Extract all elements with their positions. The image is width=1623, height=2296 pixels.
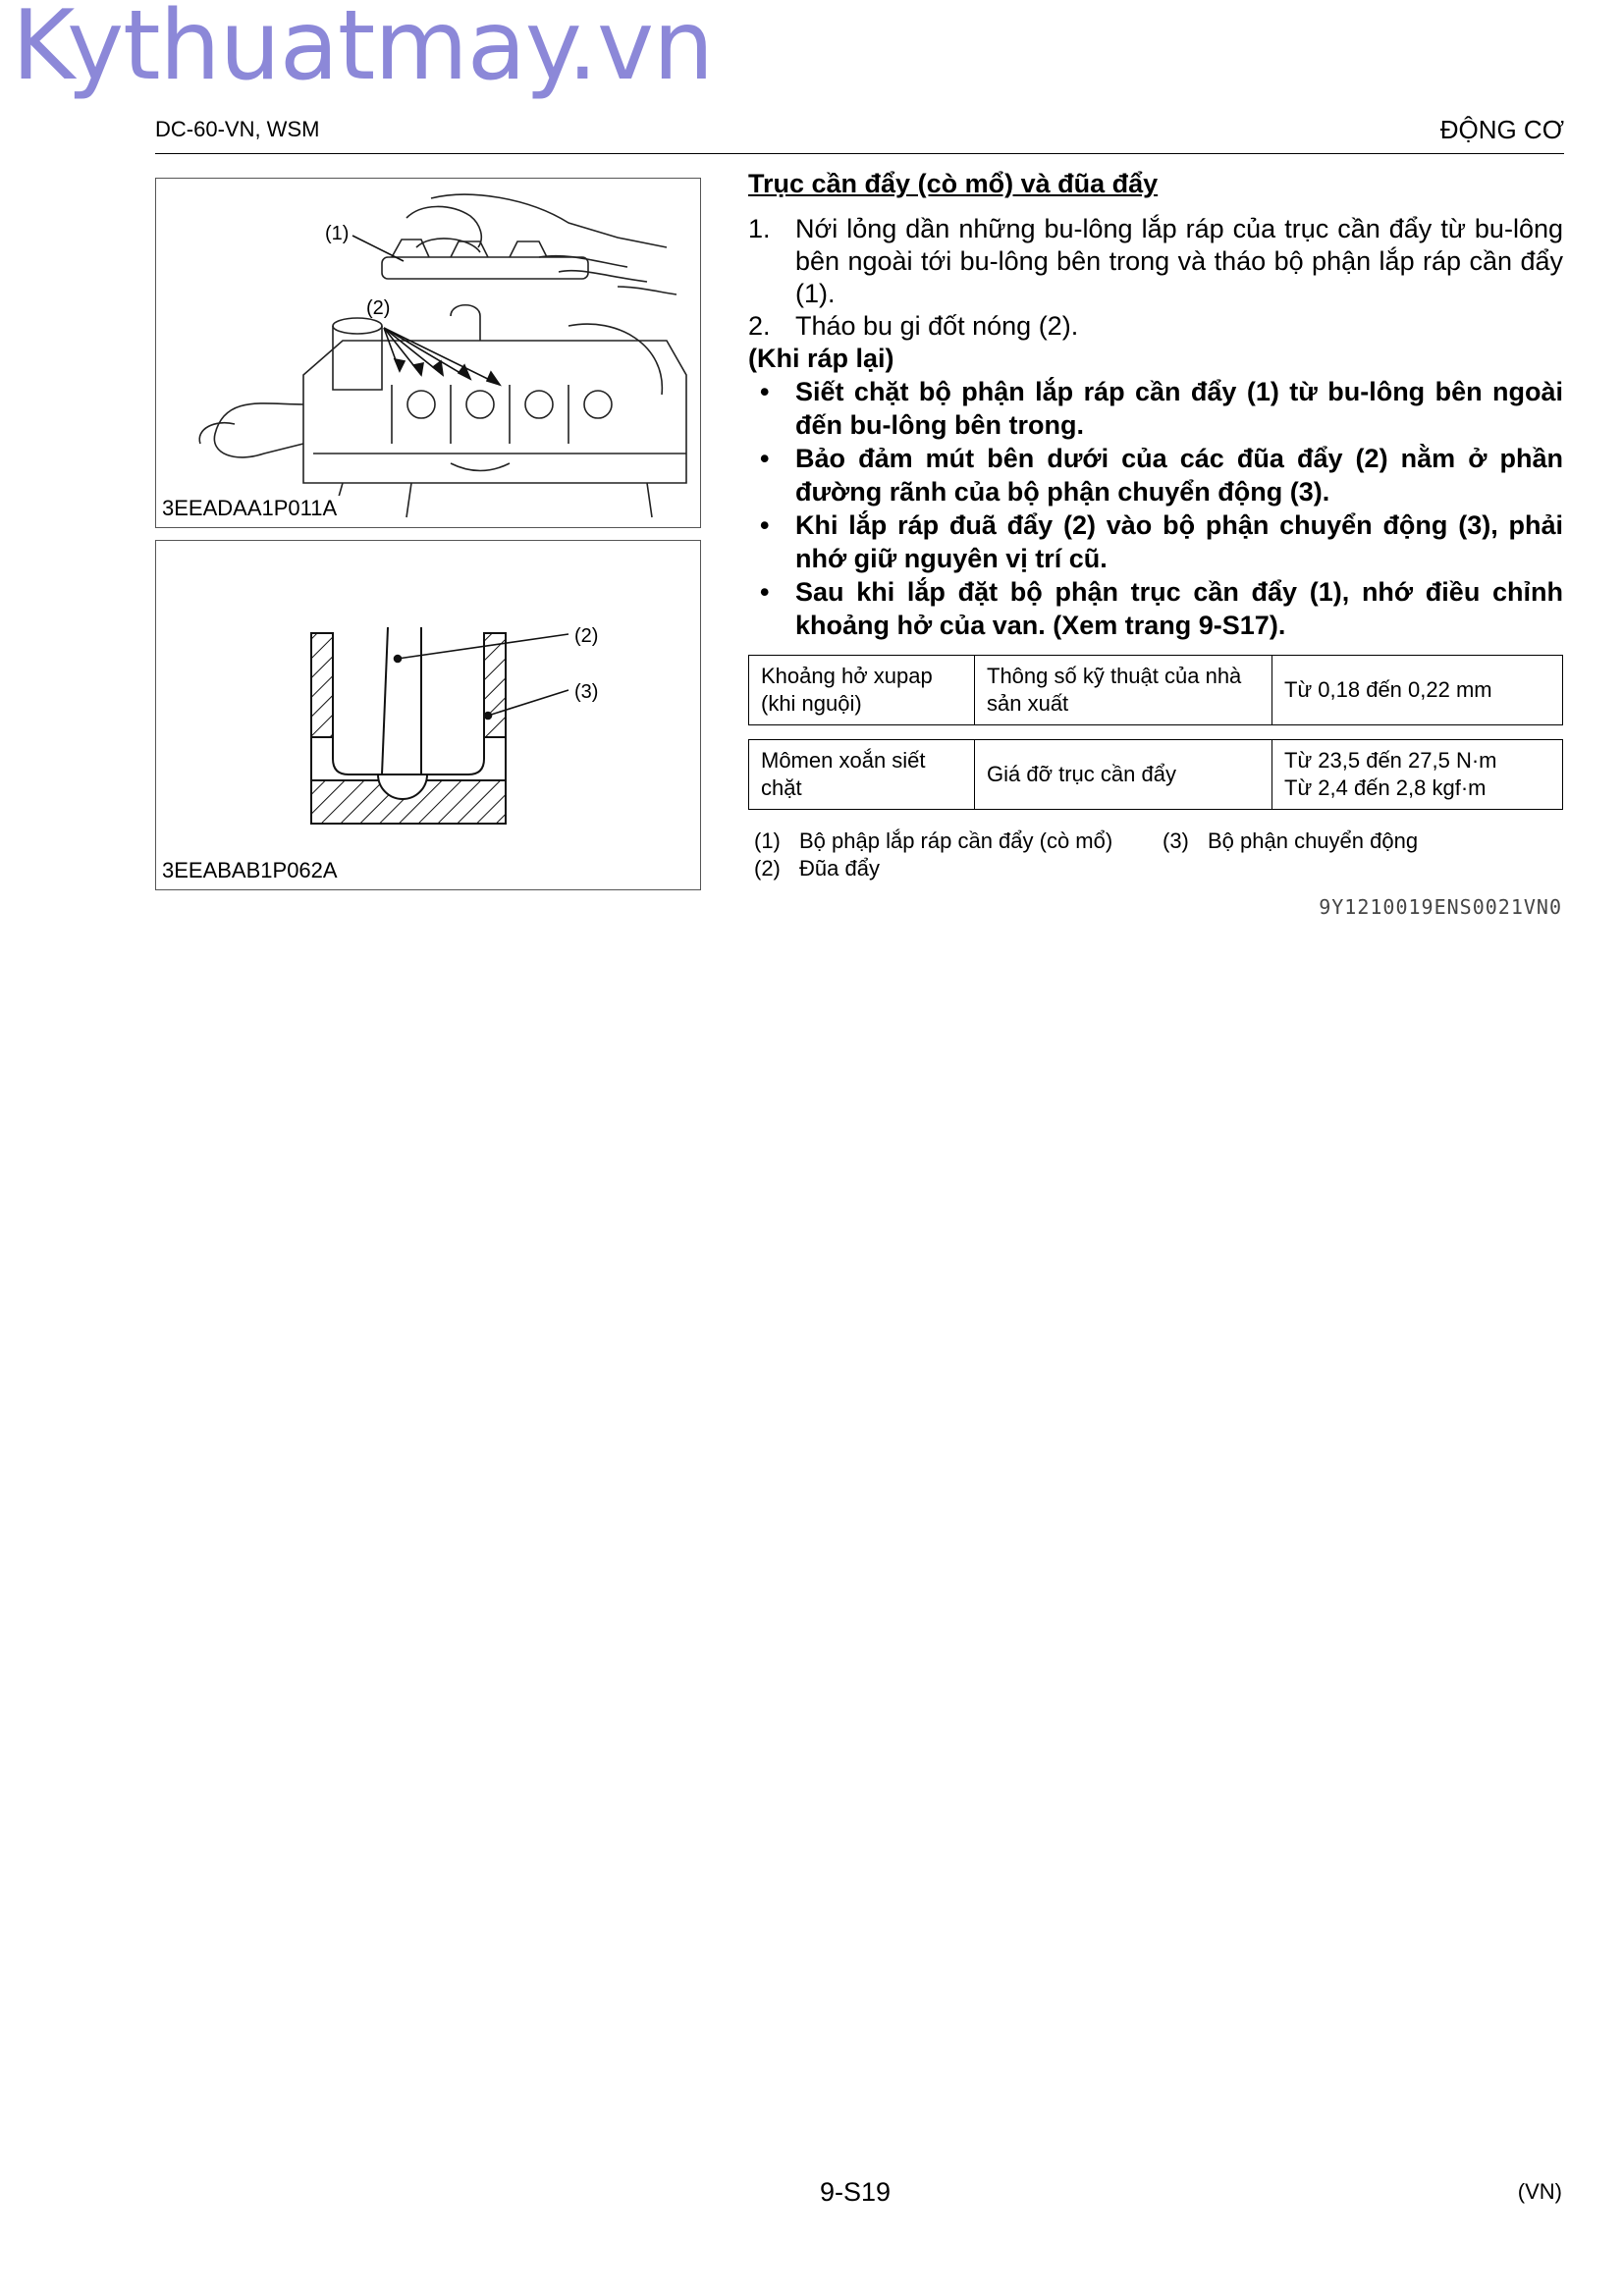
language-tag: (VN) [1517,2179,1562,2204]
step-number: 1. [748,214,771,243]
table-row [749,740,1563,810]
parts-legend [754,828,1418,882]
section-title: Trục cần đẩy (cò mổ) và đũa đẩy [748,169,1159,198]
push-rod-diagram [156,541,700,889]
note-text: Sau khi lắp đặt bộ phận trục cần đẩy (1), nhớ điều chỉnh khoảng hở của van. (Xem trang 9-S17). [795,577,1563,640]
torque-value [1272,740,1563,810]
legend-number: (1) [754,828,781,853]
document-code: DC-60-VN, WSM [155,117,320,141]
note-text: Bảo đảm mút bên dưới của các đũa đẩy (2) nằm ở phần đường rãnh của bộ phận chuyển động (3). [795,444,1563,507]
figure-push-rod-tappet [155,540,701,890]
figure-code: 3EEABAB1P062A [162,858,342,883]
reassembly-notes [748,375,1563,642]
spec-type: Thông số kỹ thuật của nhà sản xuất [975,656,1272,725]
page-number: 9-S19 [820,2177,892,2207]
legend-label: Bộ phập lắp ráp cần đẩy (cò mổ) [799,828,1113,853]
figure-code: 3EEADAA1P011A [162,496,341,521]
legend-number: (2) [754,856,781,881]
step-text: Nới lỏng dần những bu-lông lắp ráp của trục cần đẩy từ bu-lông bên ngoài tới bu-lông bên trong và tháo bộ phận lắp ráp cần đẩy (1). [795,214,1563,308]
torque-item: Mômen xoắn siết chặt [749,740,975,810]
table-row [749,656,1563,725]
note-text: Khi lắp ráp đuã đẩy (2) vào bộ phận chuyển động (3), phải nhớ giữ nguyên vị trí cũ. [795,510,1563,573]
torque-table [748,739,1563,810]
watermark-logo: Kythuatmay.vn [12,0,714,102]
reference-code: 9Y1210019ENS0021VN0 [1319,895,1562,919]
legend-label: Đũa đẩy [799,856,880,881]
engine-illustration [156,179,700,527]
torque-value-nm: Từ 23,5 đến 27,5 N·m [1284,748,1497,773]
step-text: Tháo bu gi đốt nóng (2). [795,311,1079,341]
note-item: • Bảo đảm mút bên dưới của các đũa đẩy (2) nằm ở phần đường rãnh của bộ phận chuyển động (3). [760,444,1563,507]
note-text: Siết chặt bộ phận lắp ráp cần đẩy (1) từ bu-lông bên ngoài đến bu-lông bên trong. [795,377,1563,440]
procedure-section [748,169,1563,642]
step-item [748,310,1563,343]
section-header: ĐỘNG CƠ [1439,115,1564,144]
step-number: 2. [748,311,771,341]
figure-rocker-arm-assembly [155,178,701,528]
reassembly-heading: (Khi ráp lại) [748,344,894,373]
legend-number: (3) [1163,828,1189,853]
note-item: • Siết chặt bộ phận lắp ráp cần đẩy (1) từ bu-lông bên ngoài đến bu-lông bên trong. [760,377,1563,440]
note-item: • Sau khi lắp đặt bộ phận trục cần đẩy (1), nhớ điều chỉnh khoảng hở của van. (Xem trang 9-S17). [760,577,1563,640]
callout-3: (3) [574,681,599,703]
legend-label: Bộ phận chuyển động [1208,828,1419,853]
step-item [748,213,1563,310]
procedure-steps [748,213,1563,343]
header-divider [155,153,1564,154]
note-item: • Khi lắp ráp đuã đẩy (2) vào bộ phận chuyển động (3), phải nhớ giữ nguyên vị trí cũ. [760,510,1563,573]
spec-value: Từ 0,18 đến 0,22 mm [1272,656,1563,725]
callout-2: (2) [574,625,599,647]
torque-value-kgf: Từ 2,4 đến 2,8 kgf·m [1284,775,1487,800]
callout-1: (1) [325,223,350,244]
spec-item: Khoảng hở xupap (khi nguội) [749,656,975,725]
callout-2: (2) [366,297,391,319]
valve-clearance-table [748,655,1563,725]
torque-part: Giá đỡ trục cần đẩy [975,740,1272,810]
